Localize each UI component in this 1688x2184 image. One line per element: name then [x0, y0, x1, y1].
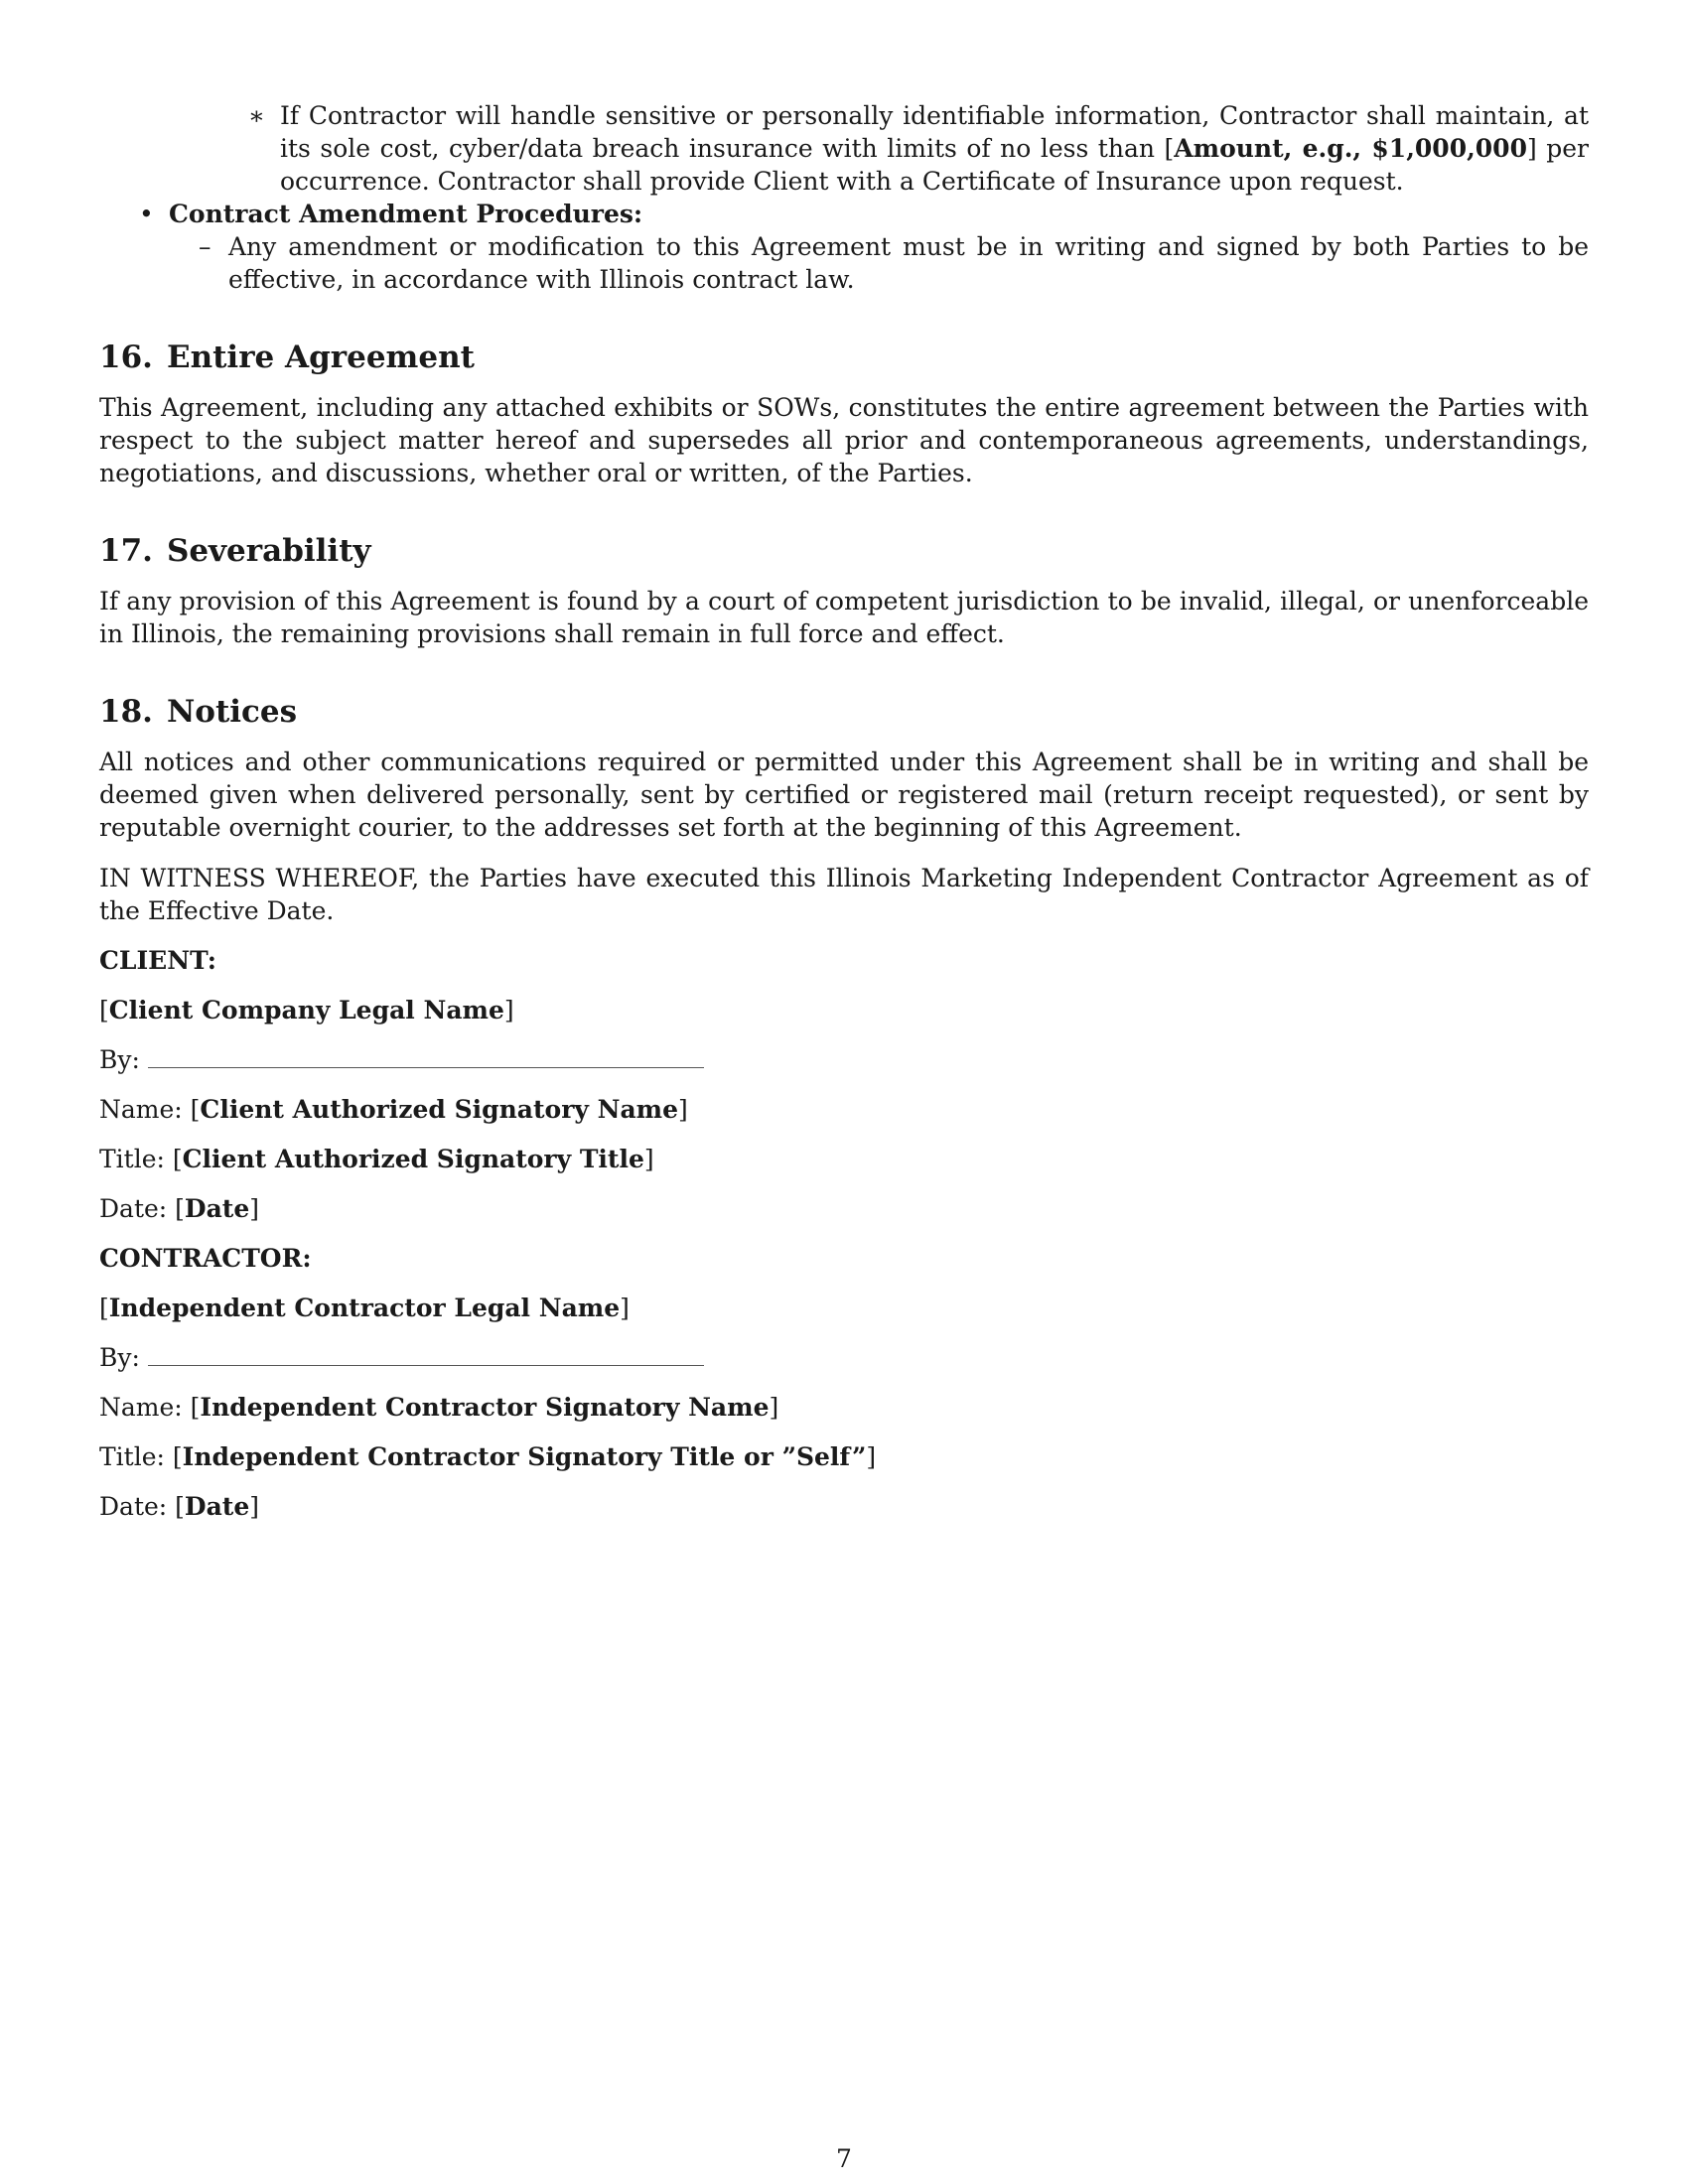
section-notices — [99, 692, 1589, 844]
section-heading — [99, 692, 1589, 732]
date-label: Date: — [99, 1194, 168, 1223]
signature-line — [148, 1043, 704, 1068]
dash-marker: – — [199, 232, 211, 261]
section-title: Entire Agreement — [166, 340, 475, 375]
section-body: This Agreement, including any attached exhibits or SOWs, constitutes the entire agreement between the Parties with respect to the subject matter hereof and supersedes all prior and contemporaneous agreements, understandings, negotiations, and discussions, whether oral or written, of the Parties. — [99, 393, 1589, 487]
page-number: 7 — [836, 2144, 852, 2173]
amendment-text: Any amendment or modification to this Agreement must be in writing and signed by both Parties to be effective, in accordance with Illinois contract law. — [228, 232, 1589, 294]
section-number: 17. — [99, 533, 153, 569]
contractor-name-line: Name: [Independent Contractor Signatory Name] — [99, 1393, 779, 1422]
section-entire-agreement — [99, 338, 1589, 489]
section-body: If any provision of this Agreement is found by a court of competent jurisdiction to be invalid, illegal, or unenforceable in Illinois, the remaining provisions shall remain in full force and effect. — [99, 587, 1589, 648]
contractor-date-value: Date — [184, 1492, 250, 1521]
list-item-amendment-procedures — [139, 198, 1589, 230]
list-item-cyber-insurance — [248, 99, 1590, 198]
client-date-line: Date: [Date] — [99, 1194, 260, 1223]
section-heading — [99, 531, 1589, 571]
client-by-line — [99, 1043, 1589, 1076]
client-heading: CLIENT: — [99, 946, 217, 975]
name-label: Name: — [99, 1095, 183, 1124]
contractor-by-line — [99, 1341, 1589, 1374]
signature-block-client — [99, 944, 1589, 1225]
client-party-line: [Client Company Legal Name] — [99, 996, 514, 1024]
document-page — [99, 99, 1589, 1523]
by-label: By: — [99, 1343, 140, 1372]
amendment-label: Contract Amendment Procedures: — [169, 200, 643, 228]
client-party-name: Client Company Legal Name — [108, 996, 504, 1024]
client-signatory-title: Client Authorized Signatory Title — [182, 1145, 644, 1173]
bullet-marker: • — [139, 200, 154, 228]
section-title: Severability — [166, 533, 371, 569]
signature-block-contractor — [99, 1242, 1589, 1523]
signature-line — [148, 1341, 704, 1366]
by-label: By: — [99, 1045, 140, 1074]
client-title-line: Title: [Client Authorized Signatory Title] — [99, 1145, 654, 1173]
asterisk-marker: ∗ — [248, 101, 265, 130]
client-signatory-name: Client Authorized Signatory Name — [200, 1095, 679, 1124]
date-label: Date: — [99, 1492, 168, 1521]
insurance-text-end: ] per occurrence. Contractor shall provide Client with a Certificate of Insurance upon request. — [280, 134, 1590, 196]
contractor-signatory-title: Independent Contractor Signatory Title or ”Self” — [182, 1442, 867, 1471]
title-label: Title: — [99, 1145, 165, 1173]
contractor-signatory-name: Independent Contractor Signatory Name — [200, 1393, 770, 1422]
insurance-text-start: If Contractor will handle sensitive or personally identifiable information, Contractor shall maintain, at its sole cost, cyber/data breach insurance with limits of no less than [ — [280, 101, 1589, 163]
section-body: All notices and other communications required or permitted under this Agreement shall be in writing and shall be deemed given when delivered personally, sent by certified or registered mail (return receipt requested), or sent by reputable overnight courier, to the addresses set forth at the beginning of this Agreement. — [99, 748, 1589, 842]
contractor-party-name: Independent Contractor Legal Name — [108, 1294, 621, 1322]
witness-clause: IN WITNESS WHEREOF, the Parties have executed this Illinois Marketing Independent Contractor Agreement as of the Effective Date. — [99, 864, 1589, 925]
client-date-value: Date — [184, 1194, 250, 1223]
section-heading — [99, 338, 1589, 377]
contractor-date-line: Date: [Date] — [99, 1492, 260, 1521]
insurance-amount-placeholder: Amount, e.g., $1,000,000 — [1174, 134, 1527, 163]
title-label: Title: — [99, 1442, 165, 1471]
section-severability — [99, 531, 1589, 650]
section-title: Notices — [166, 694, 298, 730]
contractor-party-line: [Independent Contractor Legal Name] — [99, 1294, 630, 1322]
name-label: Name: — [99, 1393, 183, 1422]
section-number: 18. — [99, 694, 153, 730]
contractor-heading: CONTRACTOR: — [99, 1244, 312, 1273]
client-name-line: Name: [Client Authorized Signatory Name] — [99, 1095, 688, 1124]
section-number: 16. — [99, 340, 153, 375]
contractor-title-line: Title: [Independent Contractor Signatory Title or ”Self”] — [99, 1442, 877, 1471]
list-item-amendment-text — [199, 230, 1589, 296]
